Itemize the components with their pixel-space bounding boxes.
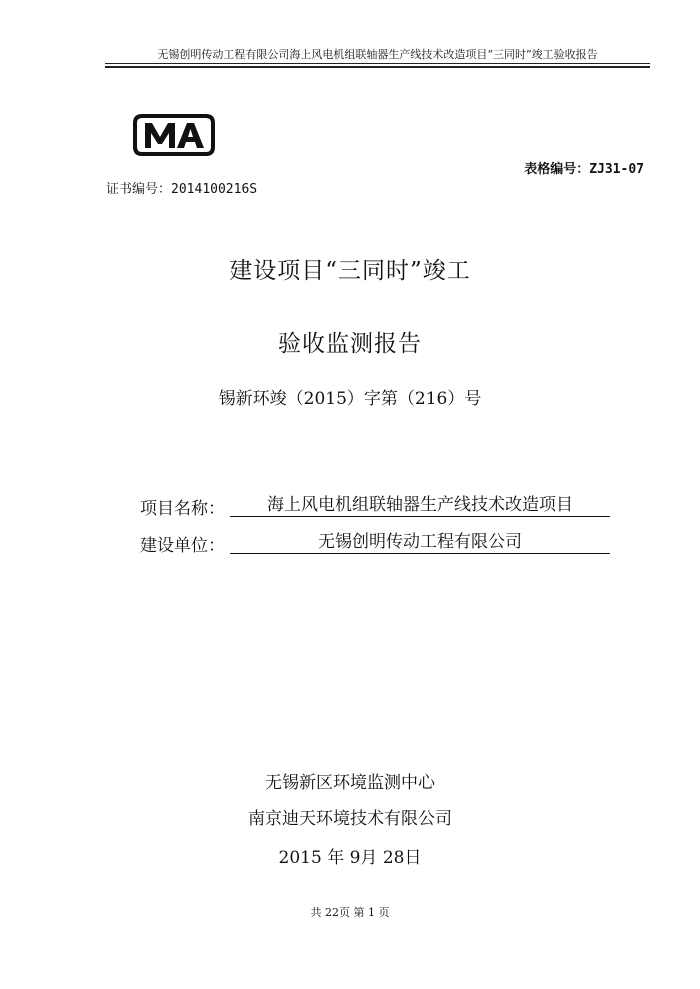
document-number: 锡新环竣（2015）字第（216）号 xyxy=(218,389,482,409)
project-name-label: 项目名称： xyxy=(140,499,225,519)
header-rule-thick xyxy=(105,66,650,68)
logo-letter-m xyxy=(145,123,175,148)
monitoring-organization: 无锡新区环境监测中心 xyxy=(265,773,435,793)
certificate-label: 证书编号： xyxy=(106,182,172,197)
form-number-value: ZJ31-07 xyxy=(589,162,644,177)
builder-label: 建设单位： xyxy=(140,536,225,556)
report-date: 2015 年 9月 28日 xyxy=(278,848,422,868)
certificate-value: 2014100216S xyxy=(171,182,258,197)
form-number xyxy=(524,158,644,177)
report-title-line2: 验收监测报告 xyxy=(278,331,422,357)
ma-certification-logo xyxy=(132,113,216,157)
builder-value: 无锡创明传动工程有限公司 xyxy=(230,531,610,554)
header-rule-thin xyxy=(105,63,650,64)
logo-letter-a xyxy=(177,123,204,148)
project-name-value: 海上风电机组联轴器生产线技术改造项目 xyxy=(230,494,610,517)
form-number-label: 表格编号： xyxy=(524,162,590,177)
report-title-line1: 建设项目“三同时”竣工 xyxy=(229,258,471,284)
page-footer: 共 22页 第 1 页 xyxy=(310,906,390,919)
running-header: 无锡创明传动工程有限公司海上风电机组联轴器生产线技术改造项目“三同时”竣工验收报告 xyxy=(157,48,598,61)
certificate-number xyxy=(106,178,257,197)
technical-company: 南京迪天环境技术有限公司 xyxy=(248,809,452,829)
